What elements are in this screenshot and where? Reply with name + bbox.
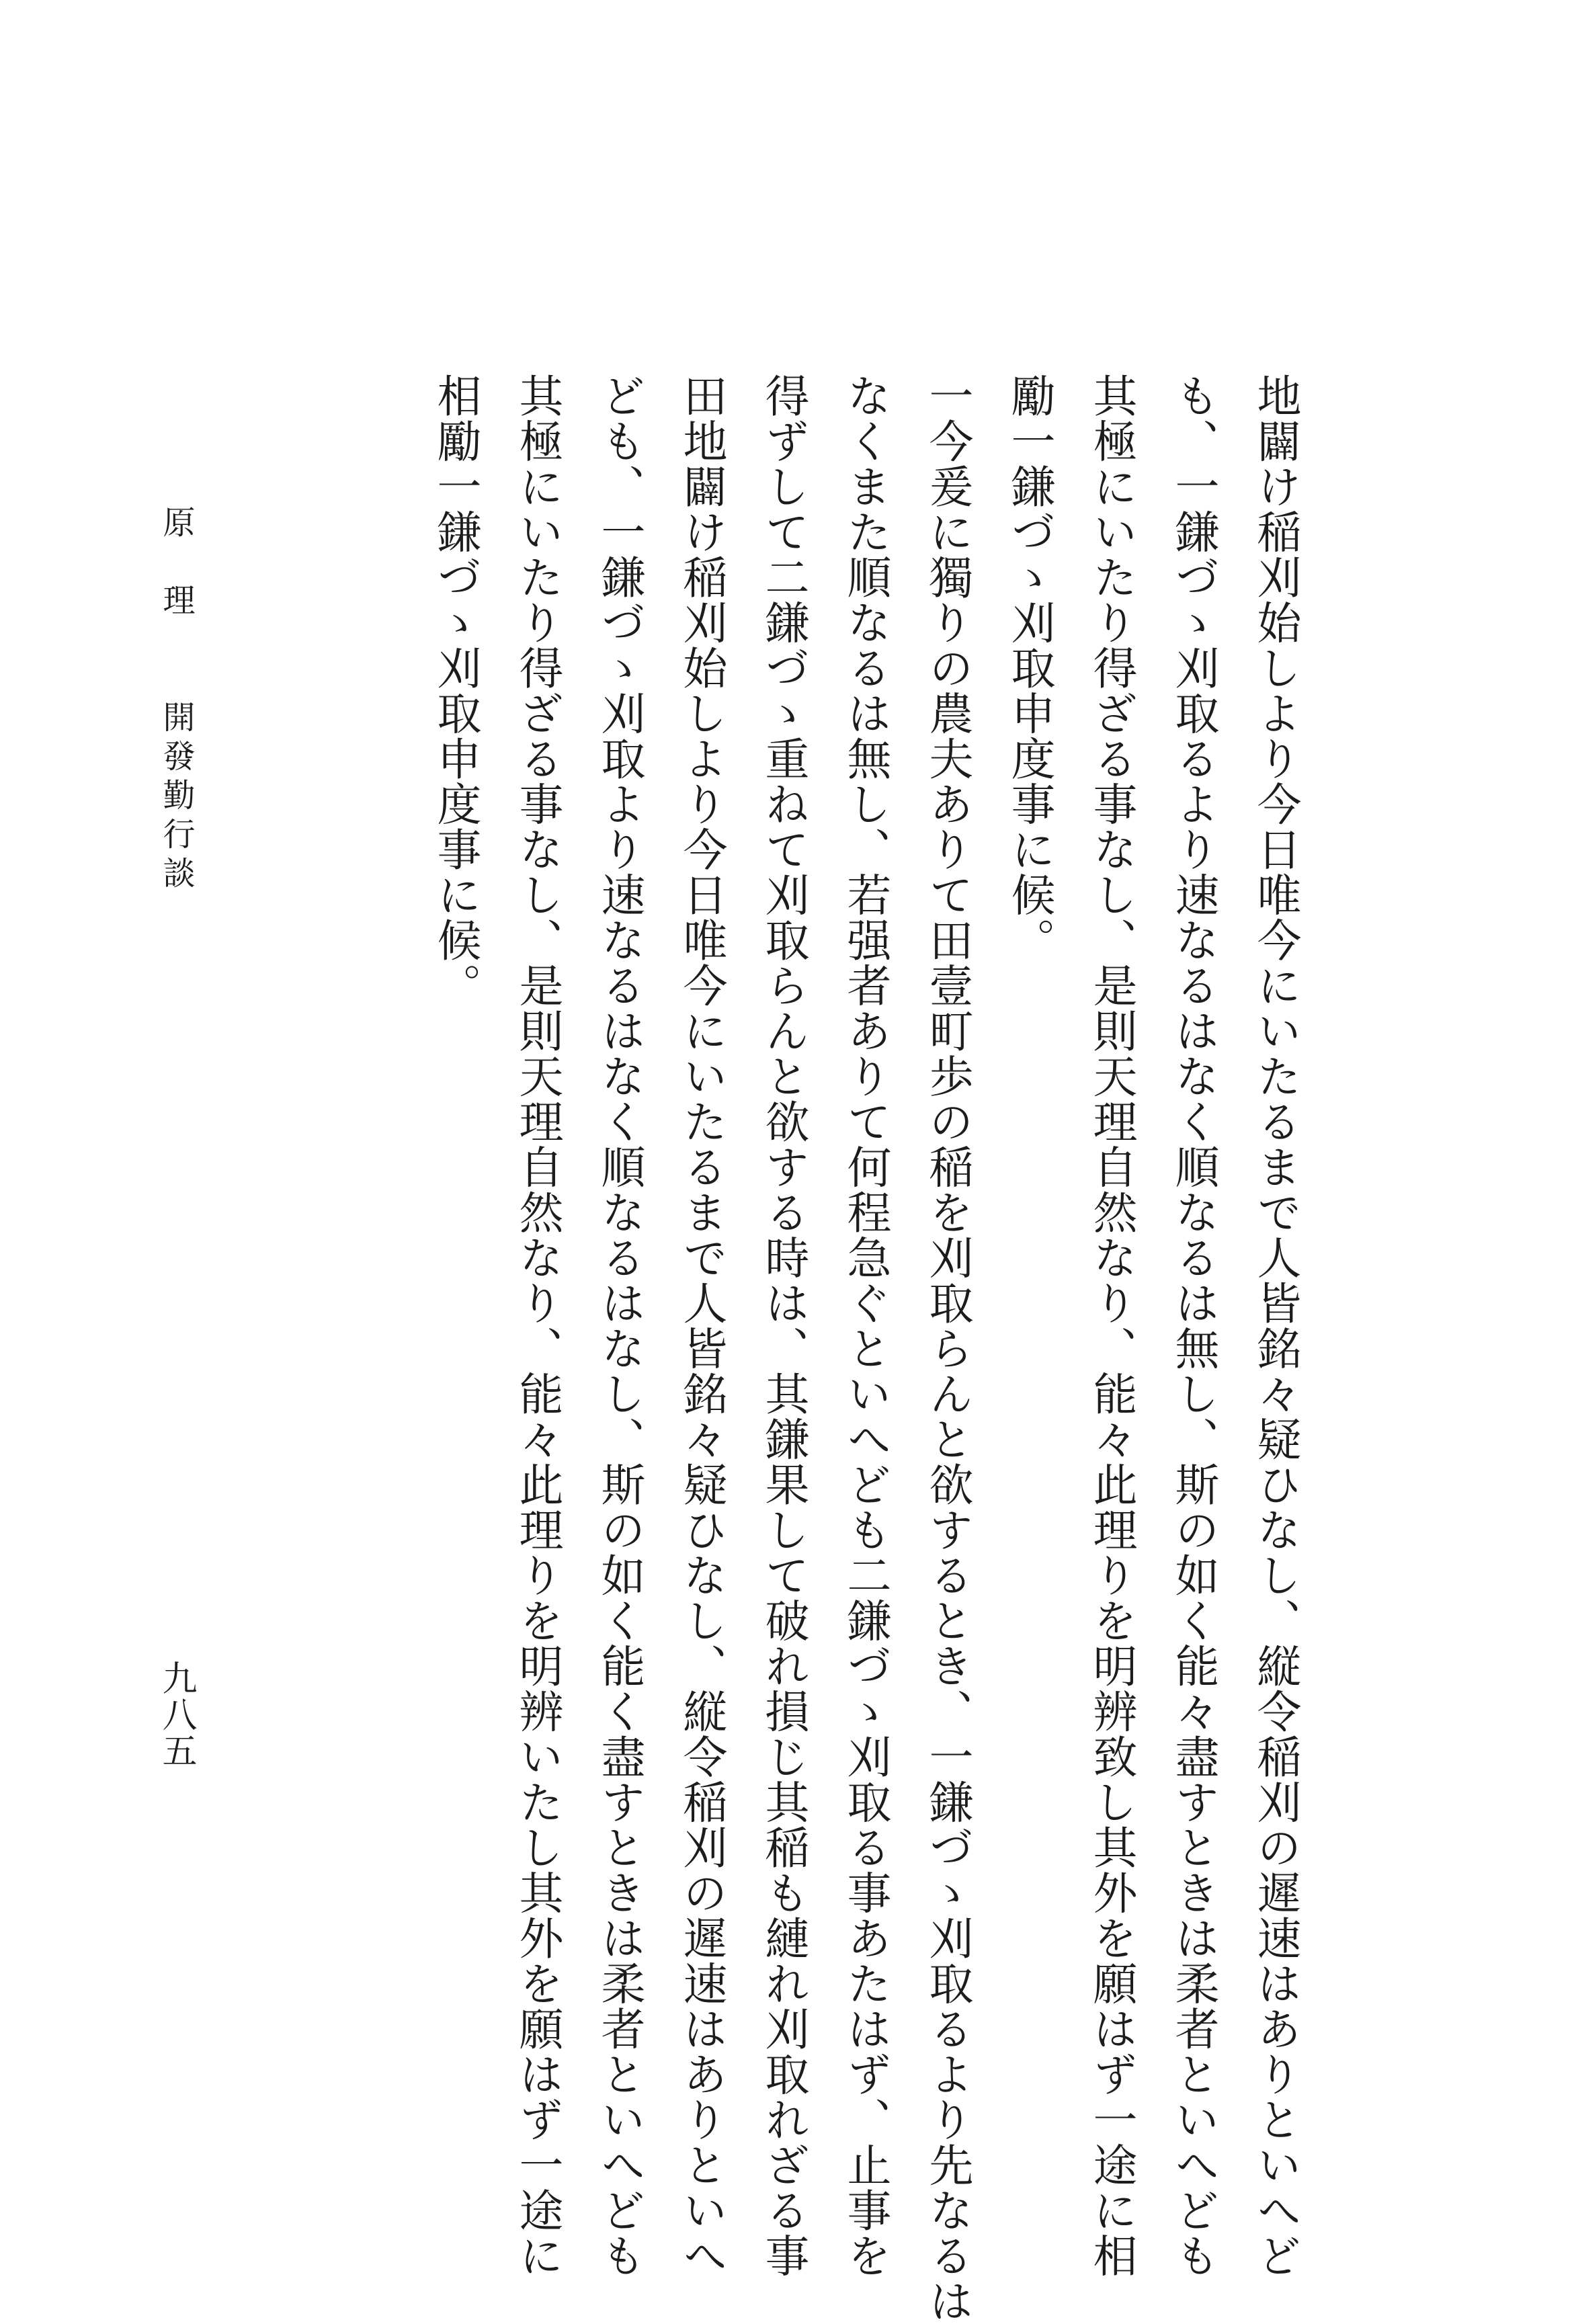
text-line-4: 勵一鎌づゝ刈取申度事に候。	[1003, 373, 1055, 963]
text-line-7: 得ずして二鎌づゝ重ねて刈取らんと欲する時は、其鎌果して破れ損じ其稲も縺れ刈取れざる事	[757, 373, 809, 2278]
text-line-2: も、一鎌づゝ刈取るより速なるはなく順なるは無し、斯の如く能々盡すときは柔者といへども	[1167, 373, 1219, 2278]
text-line-1: 地闢け稲刈始しより今日唯今にいたるまで人皆銘々疑ひなし、縦令稲刈の遲速はありといへど	[1249, 373, 1301, 2278]
text-line-6: なくまた順なるは無し、若强者ありて何程急ぐといへども二鎌づゝ刈取る事あたはず、止事を	[839, 373, 891, 2278]
body-text	[414, 373, 1316, 2324]
running-header: 原 理 開發勤行談	[157, 505, 195, 895]
text-line-8: 田地闢け稲刈始しより今日唯今にいたるまで人皆銘々疑ひなし、縦令稲刈の遲速はありといへ	[675, 373, 727, 2278]
page-number: 九八五	[156, 1660, 196, 1769]
text-line-3: 其極にいたり得ざる事なし、是則天理自然なり、能々此理りを明辨致し其外を願はず一途に相	[1085, 373, 1137, 2278]
text-line-11: 相勵一鎌づゝ刈取申度事に候。	[429, 373, 481, 1008]
text-line-10: 其極にいたり得ざる事なし、是則天理自然なり、能々此理りを明辨いたし其外を願はず一途に	[511, 373, 563, 2278]
text-line-5: 一今爰に獨りの農夫ありて田壹町歩の稲を刈取らんと欲するとき、一鎌づゝ刈取るより先なるは	[921, 373, 973, 2324]
text-line-9: ども、一鎌づゝ刈取より速なるはなく順なるはなし、斯の如く能く盡すときは柔者といへども	[593, 373, 645, 2278]
